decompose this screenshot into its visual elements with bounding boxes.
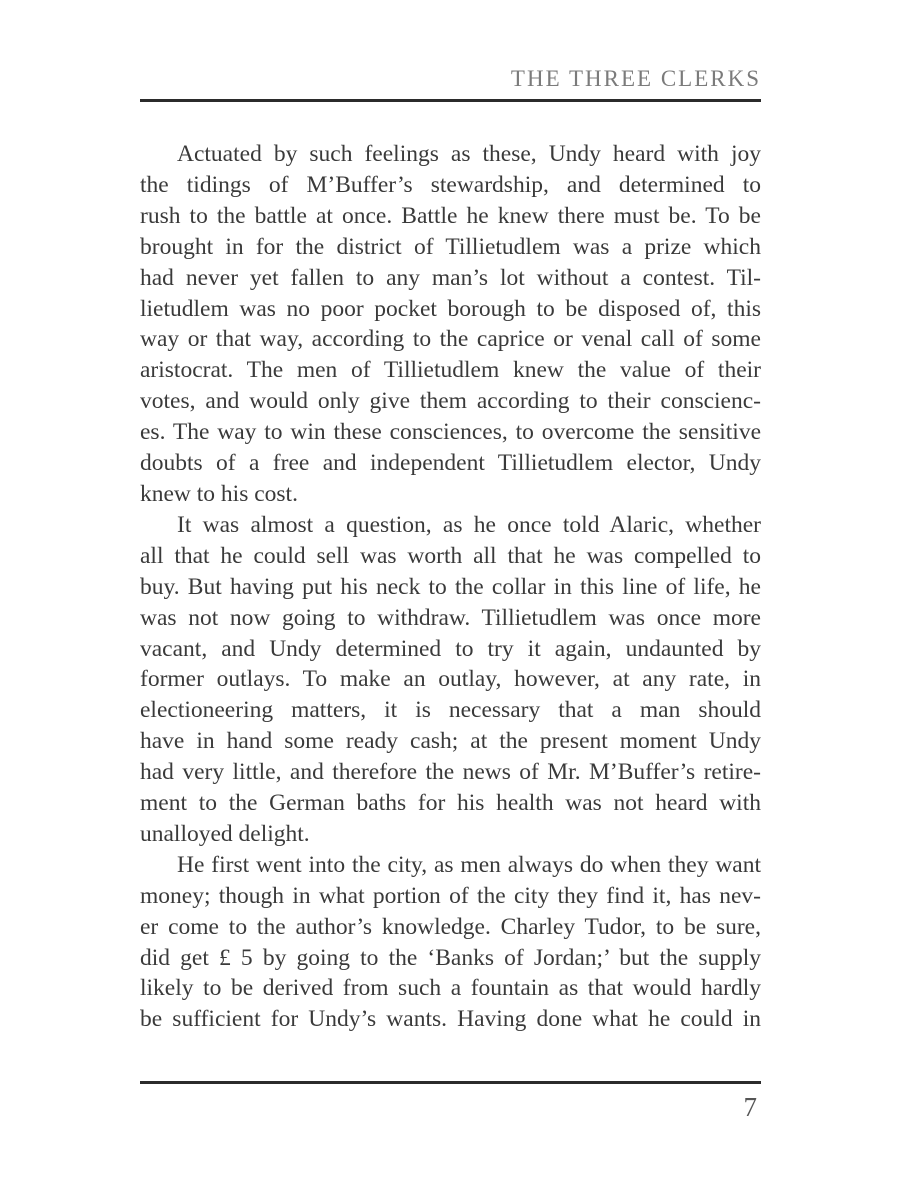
text-line: have in hand some ready cash; at the present moment Undy	[140, 728, 761, 755]
text-line: had never yet fallen to any man’s lot without a contest. Til-	[140, 264, 761, 291]
text-line: money; though in what portion of the city they find it, has nev-	[140, 882, 761, 909]
text-line: ment to the German baths for his health was not heard with	[140, 790, 761, 817]
text-line: vacant, and Undy determined to try it again, undaunted by	[140, 635, 761, 662]
running-header-title: THE THREE CLERKS	[510, 66, 761, 91]
page-number: 7	[743, 1092, 757, 1122]
text-line: er come to the author’s knowledge. Charley Tudor, to be sure,	[140, 913, 761, 940]
text-line: Actuated by such feelings as these, Undy heard with joy	[177, 141, 761, 167]
text-line: knew to his cost.	[140, 480, 298, 507]
text-line: es. The way to win these consciences, to overcome the sensitive	[140, 419, 761, 446]
header-rule	[140, 99, 761, 102]
paragraph	[140, 139, 761, 510]
text-line: rush to the battle at once. Battle he knew there must be. To be	[140, 202, 761, 229]
text-line: the tidings of M’Buffer’s stewardship, and determined to	[140, 171, 761, 198]
text-line: He first went into the city, as men always do when they want	[177, 851, 761, 878]
text-line: aristocrat. The men of Tillietudlem knew the value of their	[140, 357, 761, 384]
text-line: lietudlem was no poor pocket borough to be disposed of, this	[140, 295, 761, 322]
text-line: was not now going to withdraw. Tillietudlem was once more	[140, 604, 761, 631]
text-line: electioneering matters, it is necessary that a man should	[140, 697, 761, 724]
text-line: doubts of a free and independent Tillietudlem elector, Undy	[140, 450, 761, 477]
text-line: all that he could sell was worth all that he was compelled to	[140, 542, 761, 569]
paragraph	[140, 510, 761, 850]
text-line: votes, and would only give them according to their conscienc-	[140, 388, 761, 415]
text-line: buy. But having put his neck to the collar in this line of life, he	[140, 573, 761, 600]
text-line: did get £ 5 by going to the ‘Banks of Jordan;’ but the supply	[140, 944, 761, 971]
paragraph	[140, 850, 761, 1035]
text-line: be sufficient for Undy’s wants. Having done what he could in	[140, 1006, 761, 1033]
text-line: former outlays. To make an outlay, however, at any rate, in	[140, 666, 761, 693]
text-line: It was almost a question, as he once told Alaric, whether	[177, 511, 761, 538]
text-line: likely to be derived from such a fountain as that would hardly	[140, 975, 761, 1002]
text-line: unalloyed delight.	[140, 820, 310, 847]
footer-rule	[140, 1081, 761, 1084]
text-line: brought in for the district of Tillietudlem was a prize which	[140, 233, 761, 260]
text-line: had very little, and therefore the news of Mr. M’Buffer’s retire-	[140, 759, 761, 786]
text-line: way or that way, according to the caprice or venal call of some	[140, 326, 761, 353]
page-body	[140, 139, 761, 1035]
